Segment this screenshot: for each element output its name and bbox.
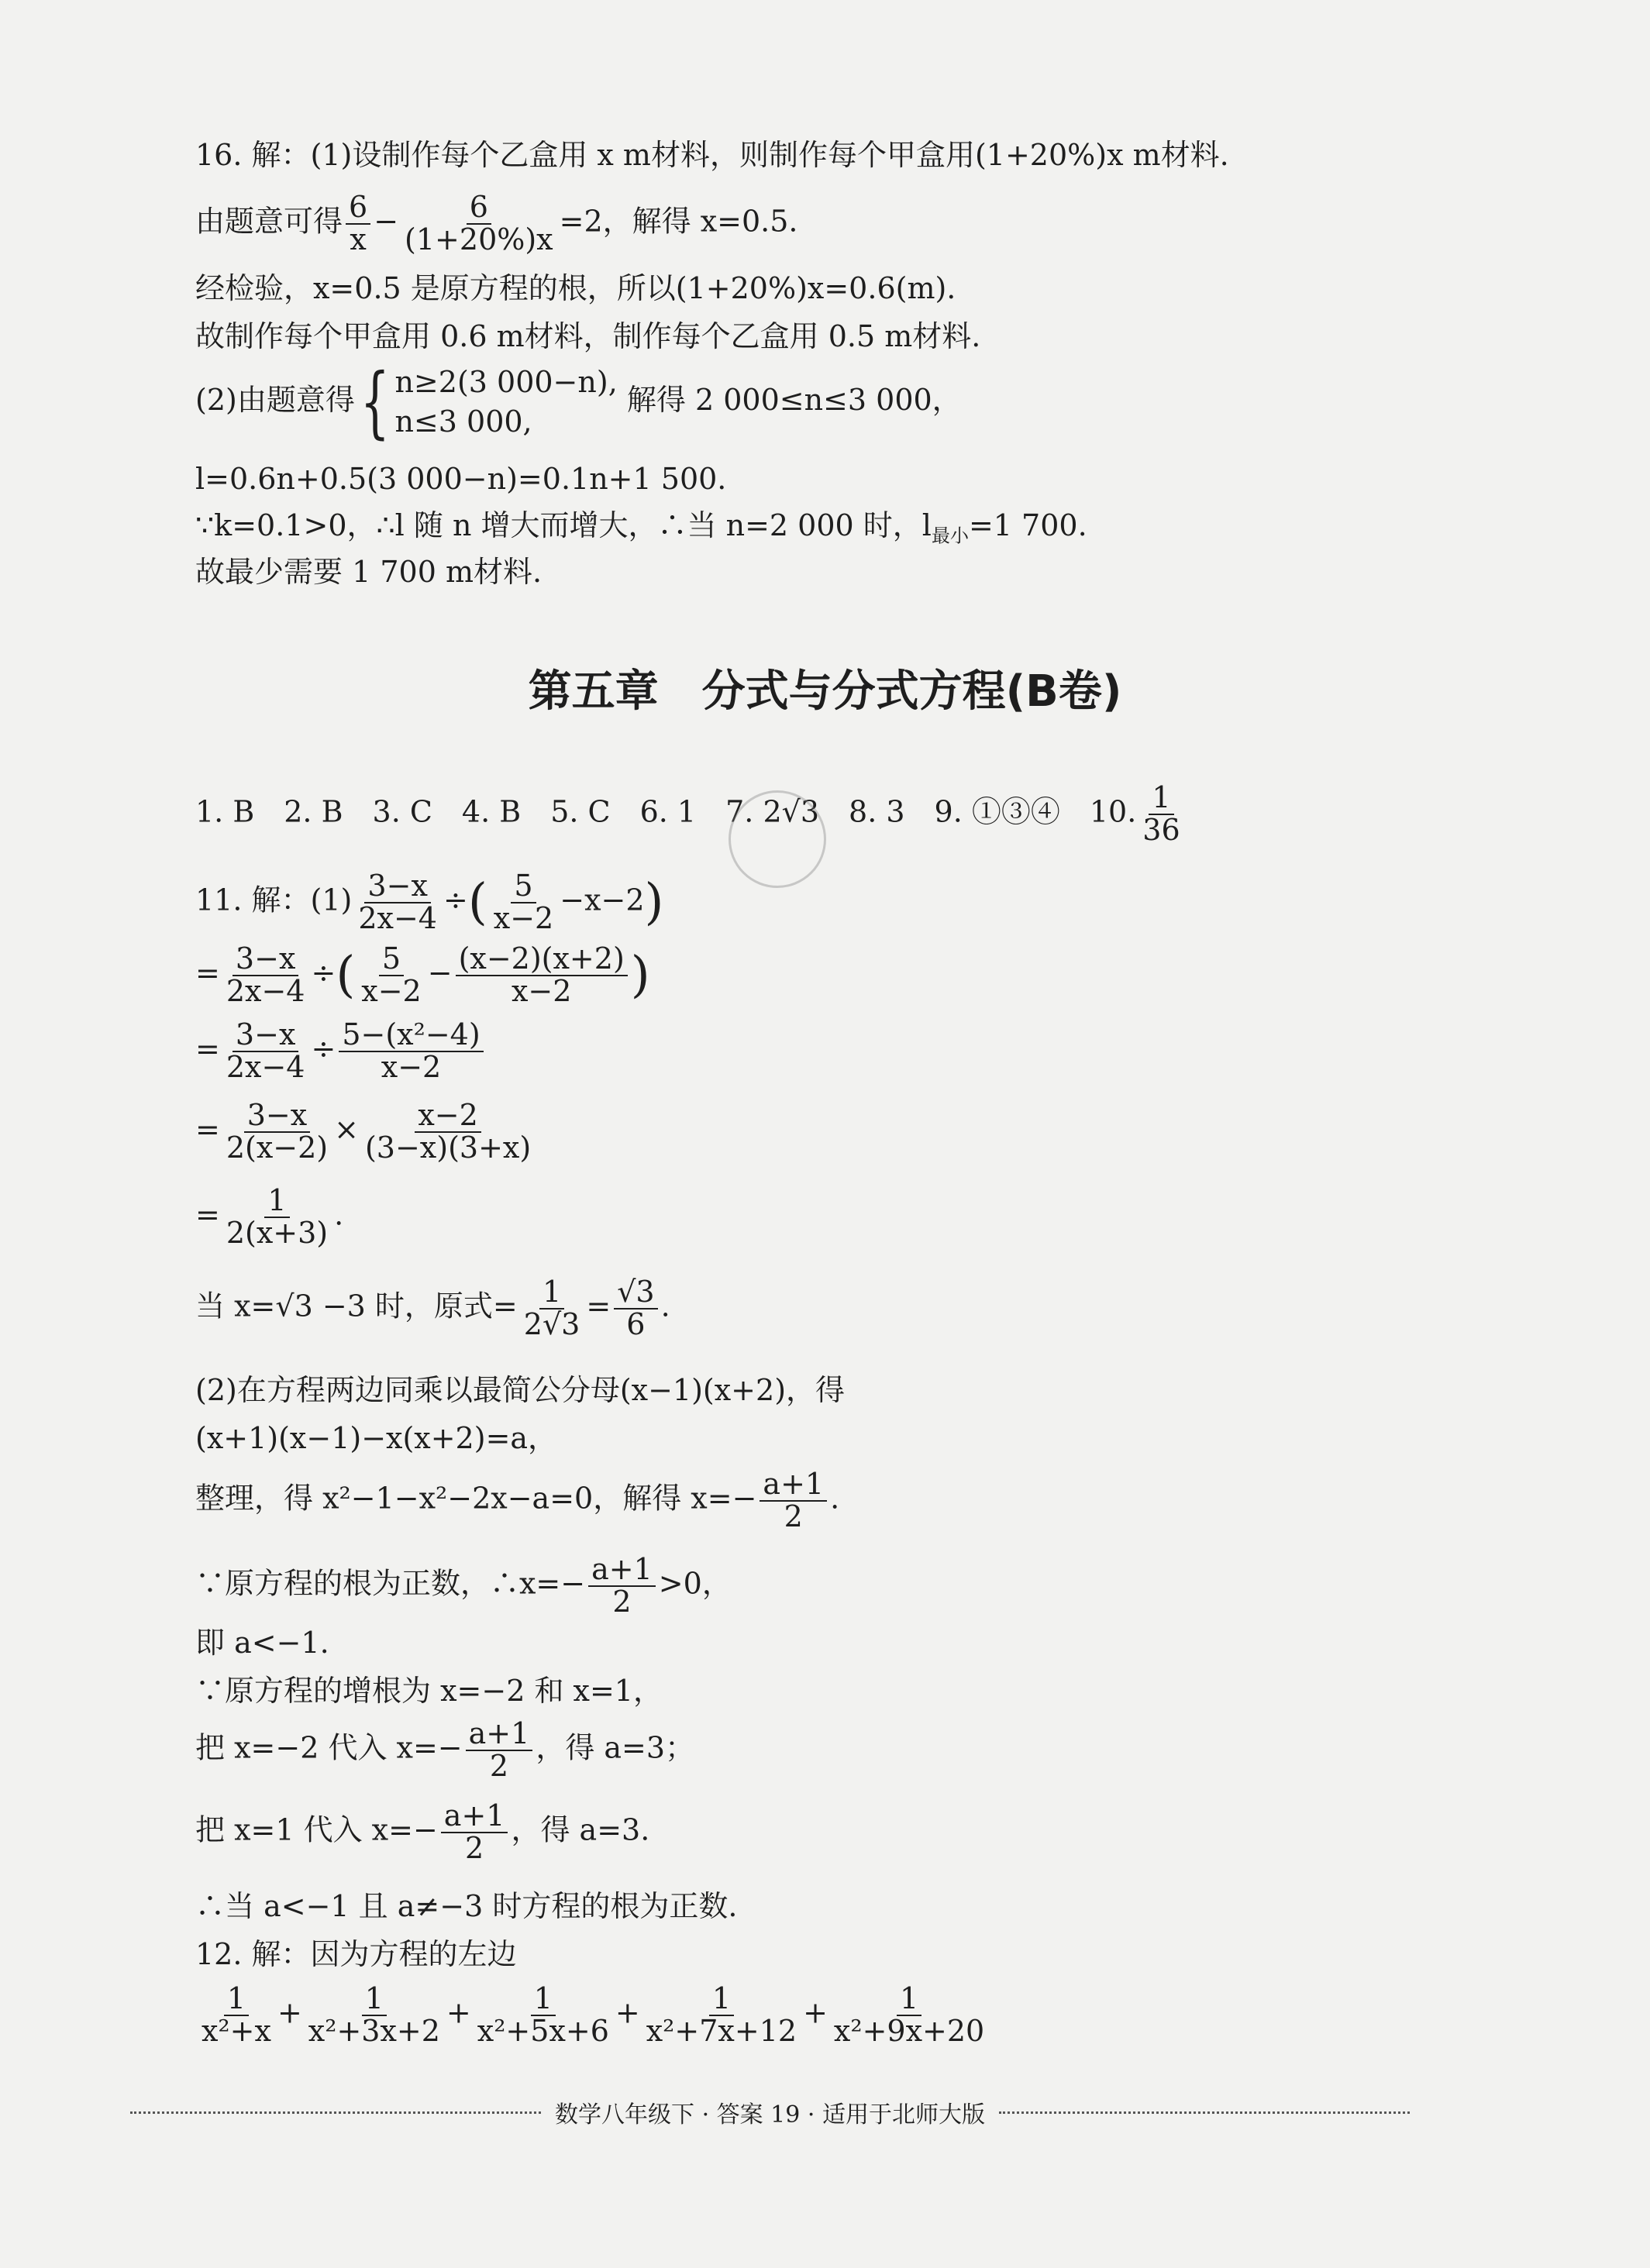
p11-part2-line5: 即 a<−1. — [195, 1626, 329, 1660]
p12-line1: 12. 解：因为方程的左边 — [195, 1937, 517, 1971]
p16-line6: l=0.6n+0.5(3 000−n)=0.1n+1 500. — [195, 462, 727, 496]
inequality-system: n≥2(3 000−n), n≤3 000, — [394, 365, 618, 439]
p11-part2-line6: ∵原方程的增根为 x=−2 和 x=1， — [195, 1674, 663, 1708]
p12-sum: $\frac{1}{\text{x²+x}}$ + $\frac{1}{\text{x²+3x+2}}$ + $\frac{1}{\text{x²+5x+6}}$ + $\frac{1}{\text{x²+7x+12}}$ + $\frac{1}{\text{x²+9x+20}}$ — [202, 1981, 985, 2048]
p11-part2-line4: ∵原方程的根为正数，∴x=− $\frac{a+1}{2}$ >0， — [195, 1552, 732, 1619]
fraction: $\frac{1}{36}$ — [1142, 780, 1180, 847]
brace-icon: { — [360, 356, 390, 448]
p11-part2-line8: 把 x=1 代入 x=− $\frac{a+1}{2}$ ，得 a=3. — [195, 1798, 650, 1865]
p11-step4: = $\frac{3-x}{2(x-2)}$ × $\frac{x-2}{(3-x)(3+x)}$ — [195, 1098, 532, 1165]
p16-line5: (2)由题意得{ n≥2(3 000−n), n≤3 000, 解得 2 000≤n≤3 000， — [195, 356, 962, 448]
p16-line4: 故制作每个甲盒用 0.6 m材料，制作每个乙盒用 0.5 m材料. — [195, 319, 981, 353]
footer-divider-right — [999, 2111, 1410, 2114]
footer-text: 数学八年级下 · 答案 19 · 适用于北师大版 — [555, 2101, 985, 2129]
page-footer — [130, 2095, 1410, 2129]
p16-line1: 16. 解：(1)设制作每个乙盒用 x m材料，则制作每个甲盒用(1+20%)x m材料. — [195, 138, 1229, 172]
p11-step3: = $\frac{3-x}{2x-4}$ ÷ $\frac{\text{5−(x²−4)}}{x-2}$ — [195, 1020, 1534, 1083]
stamp-mark — [729, 790, 826, 888]
p16-line7: ∵k=0.1>0，∴l 随 n 增大而增大，∴当 n=2 000 时，$l_{最小}=1$ 700. — [195, 508, 1087, 547]
fraction: $\frac{6}{(1+20\%)x}$ — [405, 190, 553, 256]
p11-part2-line3: 整理，得 x²−1−x²−2x−a=0，解得 x=− $\frac{a+1}{2}$ . — [195, 1467, 840, 1533]
p11-part2-line9: ∴当 a<−1 且 a≠−3 时方程的根为正数. — [195, 1889, 738, 1923]
p11-substitution: 当 x=√3 −3 时，原式= $\frac{1}{2√3}$ = $\frac{√3}{6}$ . — [195, 1275, 670, 1341]
p16-line3: 经检验，x=0.5 是原方程的根，所以(1+20%)x=0.6(m). — [195, 271, 956, 305]
p16-line8: 故最少需要 1 700 m材料. — [195, 555, 543, 589]
p11-part2-line2: (x+1)(x−1)−x(x+2)=a， — [195, 1421, 558, 1455]
p16-line2: 由题意可得 $\frac{6}{x}$ − $\frac{6}{(1+20\%)x}$ =2，解得 x=0.5. — [195, 190, 798, 256]
footer-divider-left — [130, 2111, 541, 2114]
p11-step2: = $\frac{3-x}{2x-4}$ ÷( $\frac{5}{x-2}$ − $\frac{(x-2)(x+2)}{x-2}$ ) — [195, 941, 650, 1008]
fraction: $\frac{6}{x}$ — [346, 192, 370, 256]
p11-step5: = $\frac{1}{2(x+3)}$ . — [195, 1183, 344, 1250]
chapter-heading: 第五章 分式与分式方程(B卷) — [528, 666, 1122, 717]
p11-step1: 11. 解：(1) $\frac{3-x}{2x-4}$ ÷( $\frac{5}{x-2}$ −x−2) — [195, 869, 664, 935]
choice-answers: 1. B 2. B 3. C 4. B 5. C 6. 1 7. 2√3 8. 3 9. ①③④ 10. $\frac{1}{36}$ — [195, 783, 1534, 846]
p11-part2-line1: (2)在方程两边同乘以最简公分母(x−1)(x+2)，得 — [195, 1373, 846, 1407]
p11-part2-line7: 把 x=−2 代入 x=− $\frac{a+1}{2}$ ，得 a=3； — [195, 1716, 695, 1783]
